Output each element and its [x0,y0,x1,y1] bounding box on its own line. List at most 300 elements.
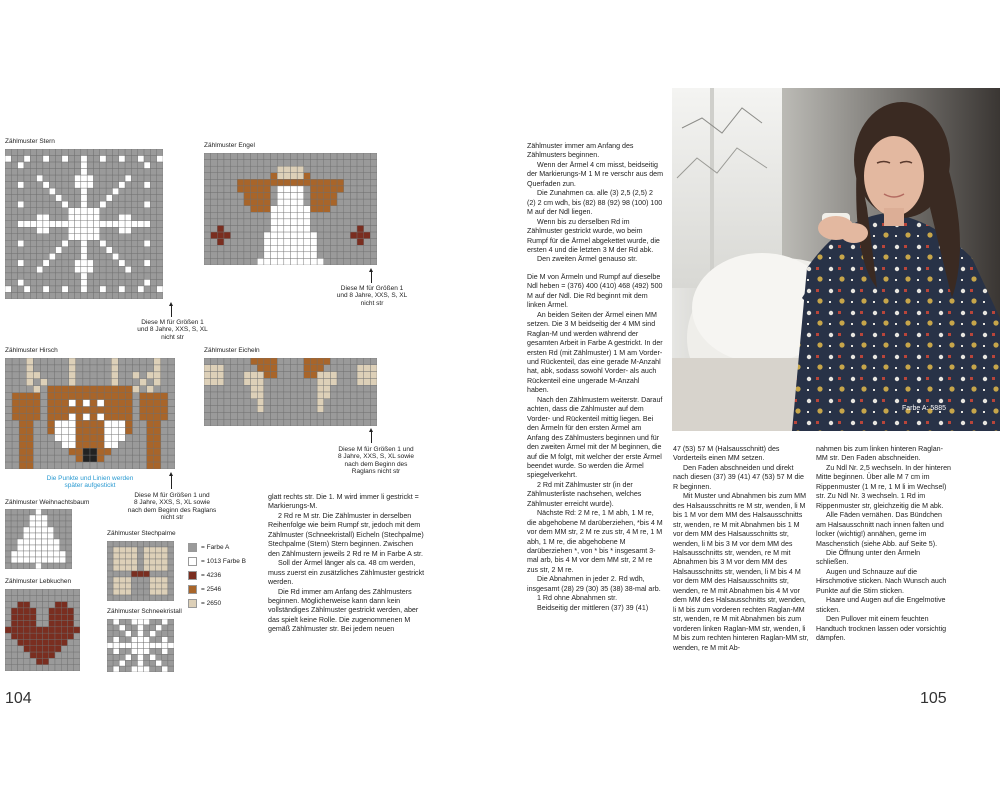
chart-cell [337,179,344,186]
chart-cell [33,448,40,455]
chart-cell [147,434,154,441]
chart-cell [297,412,304,419]
chart-cell [49,665,55,671]
chart-cell [324,166,331,173]
chart-cell [18,602,24,608]
chart-cell [156,619,162,625]
chart-cell [217,186,224,193]
g-schnee-svg [107,619,174,672]
chart-cell [137,595,143,601]
chart-cell [350,173,357,180]
chart-cell [251,153,258,160]
chart-cell [26,372,33,379]
chart-cell [297,365,304,372]
chart-cell [168,358,175,365]
chart-cell [55,448,62,455]
chart-cell [43,292,49,299]
chart-cell [330,419,337,426]
chart-cell [55,455,62,462]
chart-title-stern: Zählmuster Stern [5,138,55,145]
chart-cell [49,162,55,169]
chart-cell [317,245,324,252]
chart-cell [54,551,60,557]
chart-cell [106,234,112,241]
chart-cell [324,365,331,372]
chart-cell [83,434,90,441]
chart-cell [291,252,298,259]
chart-cell [12,455,19,462]
chart-cell [237,358,244,365]
chart-cell [12,407,19,414]
chart-cell [11,279,17,286]
chart-cell [5,448,12,455]
chart-cell [107,631,113,637]
chart-cell [111,427,118,434]
paragraph: Den Pullover mit einem feuchten Handtuch trocknen lassen oder vorsichtig dämpfen. [816,615,947,643]
chart-cell [11,608,17,614]
chart-cell [43,201,49,208]
chart-cell [112,182,118,189]
chart-cell [162,643,168,649]
chart-cell [364,412,371,419]
chart-cell [284,372,291,379]
chart-cell [162,619,168,625]
chart-cell [18,149,24,156]
chart-cell [40,372,47,379]
chart-cell [11,292,17,299]
chart-cell [33,462,40,469]
chart-cell [140,379,147,386]
chart-cell [40,400,47,407]
chart-cell [161,400,168,407]
chart-cell [43,227,49,234]
chart-cell [304,206,311,213]
chart-cell [30,266,36,273]
chart-cell [370,245,377,252]
chart-cell [75,260,81,267]
chart-cell [62,407,69,414]
chart-cell [19,455,26,462]
chart-cell [138,195,144,202]
chart-cell [150,292,156,299]
chart-cell [5,595,11,601]
chart-title-eicheln: Zählmuster Eicheln [204,347,260,354]
chart-cell [125,156,131,163]
chart-cell [204,406,211,413]
chart-cell [211,412,218,419]
chart-cell [291,186,298,193]
chart-cell [119,182,125,189]
chart-cell [24,646,30,652]
chart-cell [156,631,162,637]
chart-cell [224,166,231,173]
chart-cell [33,414,40,421]
chart-cell [61,602,67,608]
chart-cell [344,365,351,372]
chart-cell [40,441,47,448]
chart-cell [264,239,271,246]
chart-cell [60,533,66,539]
chart-cell [144,240,150,247]
chart-cell [310,206,317,213]
chart-cell [49,201,55,208]
chart-cell [224,365,231,372]
chart-cell [131,240,137,247]
chart-cell [62,234,68,241]
chart-cell [330,365,337,372]
chart-cell [162,577,168,583]
chart-cell [5,551,11,557]
chart-cell [138,149,144,156]
chart-cell [43,182,49,189]
chart-cell [204,258,211,265]
chart-cell [68,665,74,671]
chart-cell [111,420,118,427]
chart-cell [76,441,83,448]
chart-cell [204,399,211,406]
chart-cell [168,547,174,553]
chart-cell [317,199,324,206]
chart-cell [18,279,24,286]
chart-cell [150,547,156,553]
chart-cell [48,379,55,386]
chart-cell [310,372,317,379]
chart-cell [277,406,284,413]
chart-cell [5,221,11,228]
chart-cell [113,565,119,571]
note-line: nicht str [160,514,184,522]
chart-cell [118,434,125,441]
chart-cell [350,206,357,213]
chart-cell [68,247,74,254]
chart-cell [11,646,17,652]
chart-cell [231,378,238,385]
chart-cell [106,214,112,221]
chart-cell [157,156,163,163]
chart-cell [11,260,17,267]
chart-cell [350,193,357,200]
chart-cell [154,407,161,414]
chart-cell [324,392,331,399]
chart-cell [30,602,36,608]
chart-cell [18,195,24,202]
chart-cell [157,214,163,221]
chart-cell [26,393,33,400]
chart-cell [317,385,324,392]
chart-cell [5,260,11,267]
chart-cell [62,214,68,221]
chart-cell [244,153,251,160]
chart-cell [277,258,284,265]
chart-cell [61,639,67,645]
chart-cell [125,553,131,559]
chart-cell [43,646,49,652]
chart-cell [150,571,156,577]
chart-cell [231,166,238,173]
chart-cell [317,406,324,413]
chart-cell [125,407,132,414]
chart-cell [125,583,131,589]
chart-cell [61,621,67,627]
chart-cell [111,434,118,441]
chart-cell [251,252,258,259]
chart-cell [257,173,264,180]
chart-cell [24,286,30,293]
chart-cell [87,214,93,221]
chart-cell [154,448,161,455]
chart-cell [251,173,258,180]
chart-cell [330,193,337,200]
chart-cell [26,414,33,421]
chart-cell [43,273,49,280]
chart-cell [12,358,19,365]
chart-cell [150,660,156,666]
chart-cell [62,227,68,234]
chart-cell [35,557,41,563]
note-stern [120,319,225,341]
chart-cell [317,358,324,365]
chart-cell [147,420,154,427]
chart-cell [49,234,55,241]
chart-cell [271,193,278,200]
chart-cell [224,199,231,206]
chart-cell [11,208,17,215]
chart-cell [11,182,17,189]
chart-cell [304,219,311,226]
chart-cell [297,385,304,392]
chart-cell [297,173,304,180]
chart-cell [17,557,23,563]
chart-cell [211,372,218,379]
chart-cell [18,627,24,633]
chart-cell [168,414,175,421]
chart-cell [29,563,35,569]
chart-cell [138,286,144,293]
chart-cell [113,595,119,601]
chart-cell [35,509,41,515]
chart-cell [24,652,30,658]
chart-cell [62,434,69,441]
chart-cell [277,232,284,239]
chart-cell [125,541,131,547]
chart-cell [118,358,125,365]
chart-cell [55,358,62,365]
chart-cell [330,392,337,399]
chart-cell [330,406,337,413]
color-legend [188,540,246,610]
chart-cell [18,608,24,614]
chart-cell [54,533,60,539]
chart-cell [56,266,62,273]
chart-cell [217,412,224,419]
chart-cell [156,654,162,660]
chart-cell [112,227,118,234]
chart-cell [5,602,11,608]
chart-cell [19,400,26,407]
chart-cell [68,240,74,247]
chart-cell [251,406,258,413]
chart-cell [131,292,137,299]
chart-cell [49,652,55,658]
chart-cell [81,253,87,260]
chart-title-weihnachtsbaum: Zählmuster Weihnachtsbaum [5,499,90,506]
chart-cell [211,173,218,180]
chart-cell [310,153,317,160]
note-line: Diese M für Größen 1 [141,319,204,326]
chart-cell [74,639,80,645]
chart-cell [284,206,291,213]
chart-cell [257,406,264,413]
chart-cell [90,400,97,407]
legend-label: = 2650 [201,599,222,607]
chart-cell [106,240,112,247]
chart-cell [56,182,62,189]
chart-cell [284,258,291,265]
chart-cell [224,219,231,226]
chart-cell [26,462,33,469]
chart-cell [344,385,351,392]
chart-cell [87,149,93,156]
chart-cell [257,166,264,173]
chart-cell [154,420,161,427]
chart-cell [106,195,112,202]
chart-cell [310,239,317,246]
chart-cell [75,240,81,247]
chart-cell [137,571,143,577]
chart-cell [284,365,291,372]
chart-cell [11,545,17,551]
chart-cell [144,169,150,176]
chart-cell [5,266,11,273]
chart-cell [277,206,284,213]
chart-cell [131,577,137,583]
chart-cell [217,385,224,392]
chart-cell [350,412,357,419]
chart-cell [75,273,81,280]
chart-cell [33,455,40,462]
chart-cell [131,195,137,202]
chart-cell [93,188,99,195]
chart-cell [5,208,11,215]
chart-cell [75,175,81,182]
chart-cell [277,239,284,246]
chart-cell [154,379,161,386]
chart-cell [107,583,113,589]
chart-cell [237,378,244,385]
chart-cell [157,169,163,176]
chart-cell [211,252,218,259]
chart-cell [93,149,99,156]
chart-cell [112,208,118,215]
chart-cell [5,563,11,569]
chart-cell [324,193,331,200]
chart-cell [49,156,55,163]
chart-cell [147,455,154,462]
chart-cell [317,419,324,426]
chart-cell [118,462,125,469]
chart-cell [119,240,125,247]
chart-cell [131,625,137,631]
chart-cell [107,660,113,666]
chart-cell [56,162,62,169]
chart-cell [337,378,344,385]
chart-cell [119,583,125,589]
chart-cell [30,273,36,280]
chart-cell [147,448,154,455]
chart-cell [150,188,156,195]
chart-cell [150,631,156,637]
chart-cell [62,414,69,421]
chart-cell [36,633,42,639]
chart-cell [370,179,377,186]
chart-cell [76,462,83,469]
chart-cell [277,225,284,232]
chart-cell [37,175,43,182]
chart-cell [69,441,76,448]
chart-cell [147,365,154,372]
chart-cell [125,625,131,631]
chart-cell [161,434,168,441]
chart-cell [211,186,218,193]
chart-cell [330,239,337,246]
chart-cell [264,358,271,365]
chart-cell [119,201,125,208]
chart-cell [49,279,55,286]
chart-cell [244,173,251,180]
chart-cell [168,660,174,666]
chart-cell [62,260,68,267]
chart-cell [144,188,150,195]
chart-cell [60,539,66,545]
chart-cell [29,521,35,527]
chart-cell [23,521,29,527]
chart-cell [54,563,60,569]
chart-cell [304,412,311,419]
paragraph: Nächste Rd: 2 M re, 1 M abh, 1 M re, die abgehobene M darüberziehen, *bis 4 M vor dem MM str, 2 M re zus str, 4 M re, 1 M abh, 1 M re, die abgehobene M darüberziehen *, von * bis * insgesamt 3-mal arb, bis 4 M vor dem MM str, 2 M re zus str, 2 M re. [527,509,663,574]
chart-cell [251,166,258,173]
legend-swatch [188,599,197,608]
chart-cell [113,643,119,649]
chart-cell [106,247,112,254]
chart-cell [100,253,106,260]
chart-cell [18,234,24,241]
chart-cell [370,399,377,406]
chart-cell [147,372,154,379]
chart-cell [62,448,69,455]
chart-cell [154,455,161,462]
chart-cell [74,621,80,627]
chart-cell [83,400,90,407]
chart-cell [224,378,231,385]
chart-cell [87,208,93,215]
chart-cell [107,559,113,565]
chart-cell [217,166,224,173]
chart-cell [49,214,55,221]
chart-cell [211,239,218,246]
chart-cell [224,399,231,406]
chart-cell [317,166,324,173]
chart-cell [370,153,377,160]
chart-cell [264,372,271,379]
chart-cell [19,379,26,386]
chart-cell [211,179,218,186]
chart-cell [204,160,211,167]
chart-cell [168,643,174,649]
g-lebkuchen-svg [5,589,80,671]
chart-cell [150,637,156,643]
chart-cell [217,372,224,379]
chart-cell [150,162,156,169]
